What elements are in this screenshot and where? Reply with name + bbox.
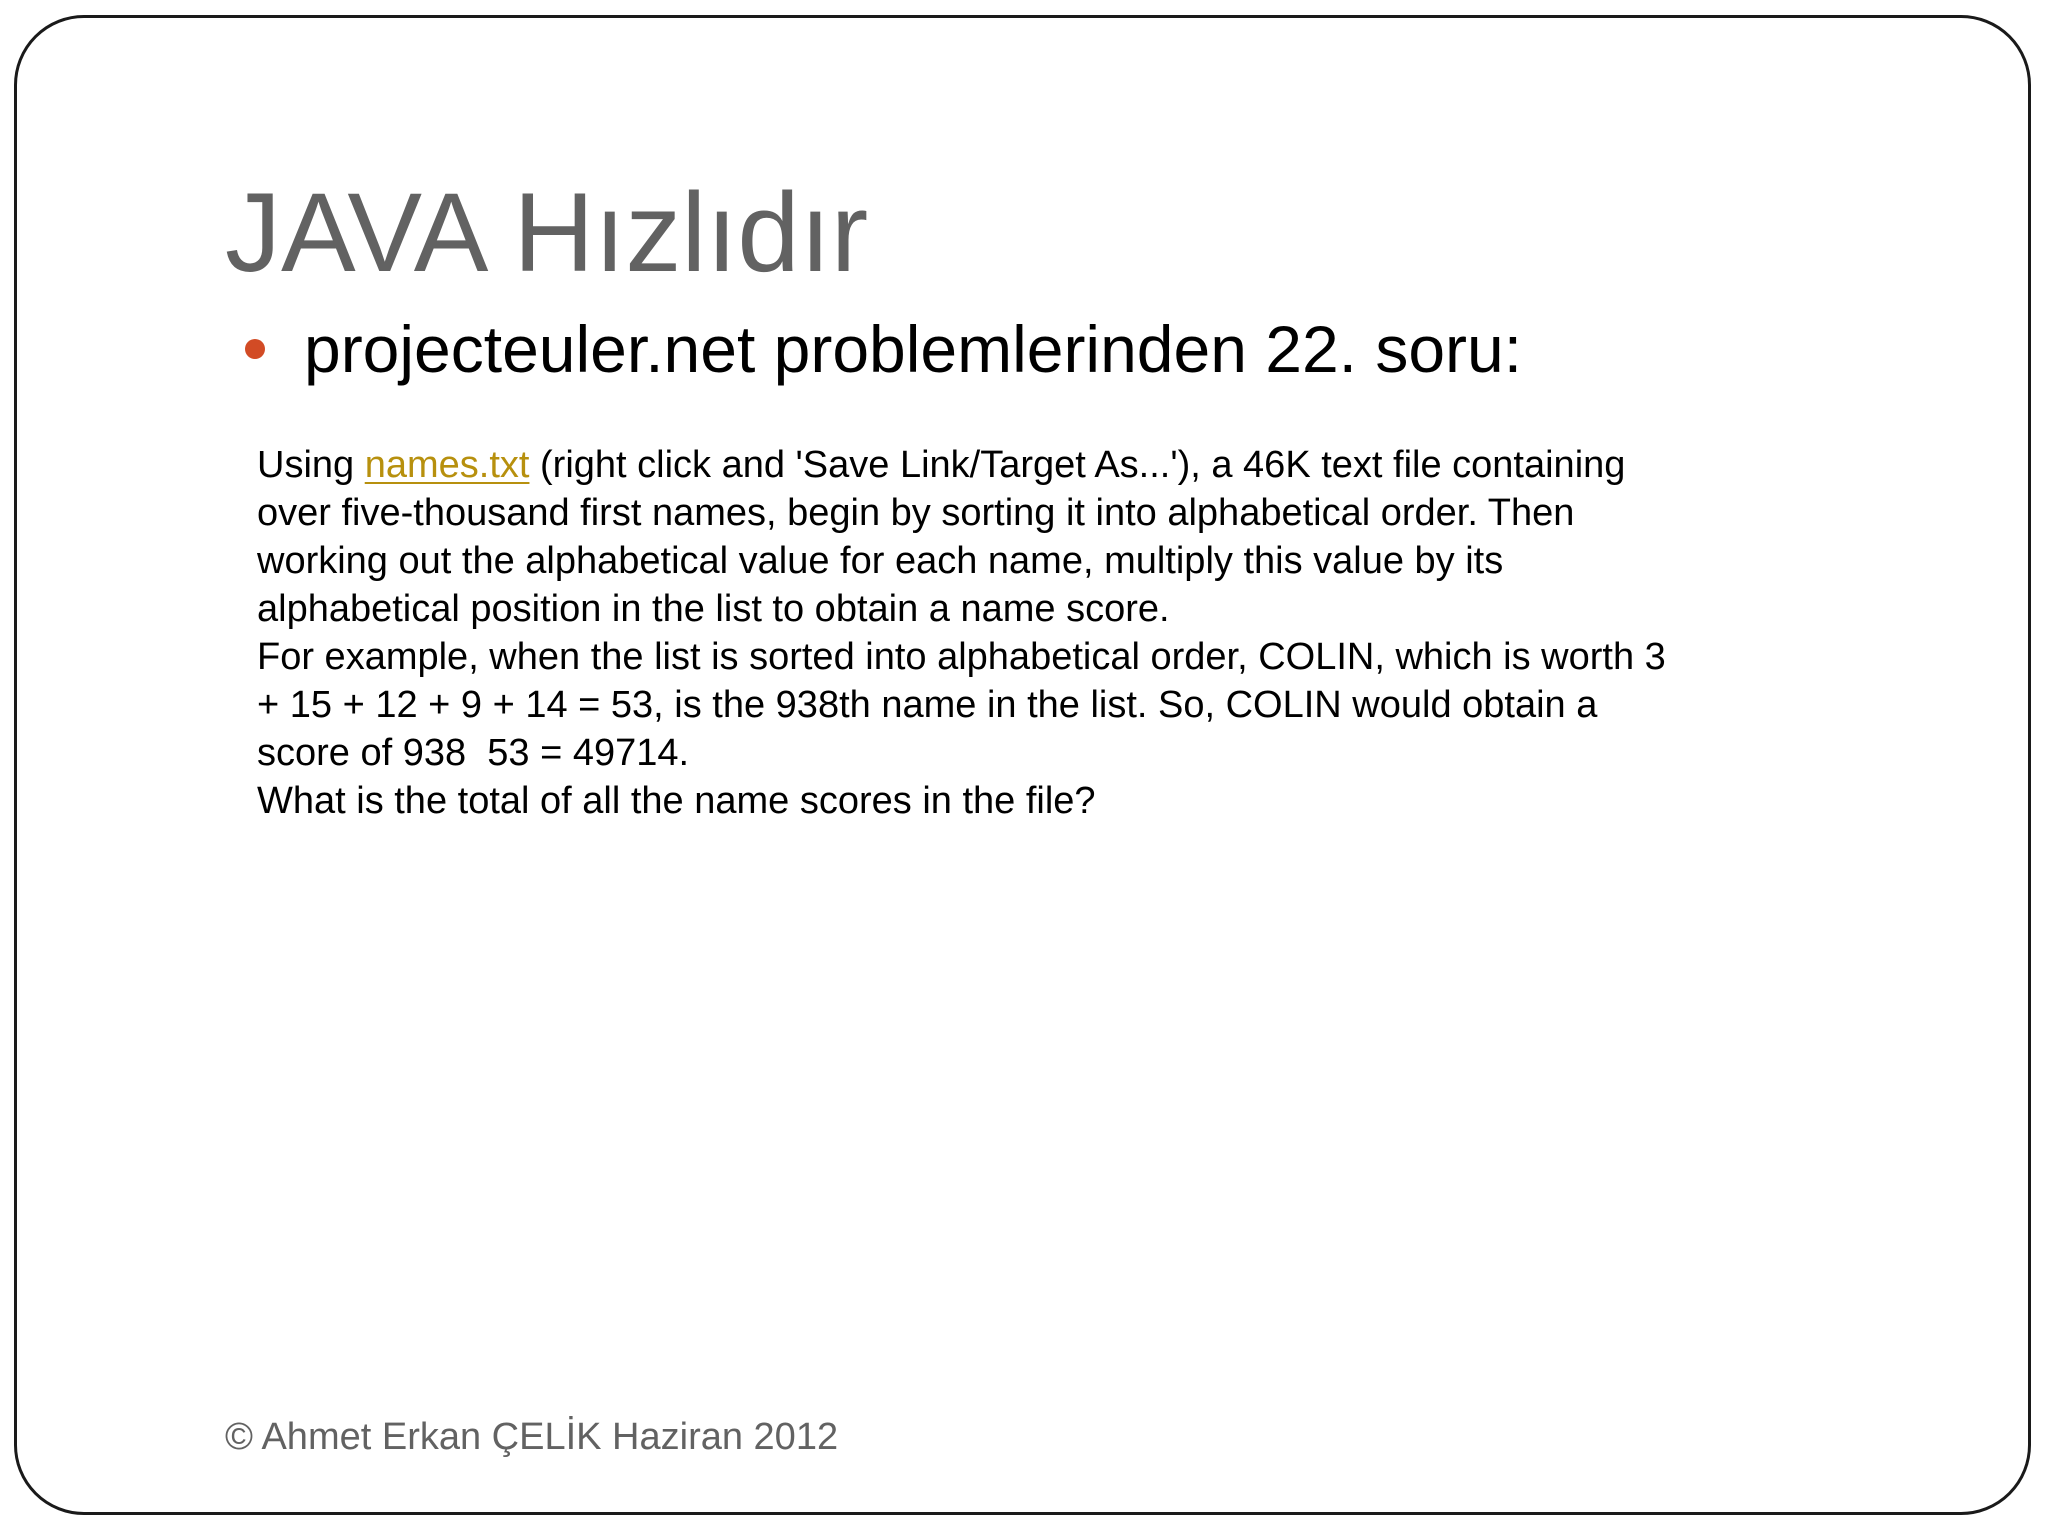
problem-line-1 bbox=[257, 441, 1797, 489]
bullet-item bbox=[245, 304, 1522, 394]
problem-line-1-start: Using bbox=[257, 444, 365, 486]
bullet-dot-icon bbox=[245, 339, 265, 359]
slide-title: JAVA Hızlıdır bbox=[225, 170, 869, 295]
problem-line-3: working out the alphabetical value for each name, multiply this value by its bbox=[257, 540, 1504, 582]
bullet-text: projecteuler.net problemlerinden 22. soru: bbox=[304, 312, 1523, 386]
problem-line-4: alphabetical position in the list to obtain a name score. bbox=[257, 588, 1170, 630]
footer-copyright: © Ahmet Erkan ÇELİK Haziran 2012 bbox=[225, 1416, 839, 1458]
problem-line-7: score of 938 53 = 49714. bbox=[257, 732, 690, 774]
problem-line-1-end: (right click and 'Save Link/Target As...'), a 46K text file containing bbox=[529, 444, 1626, 486]
problem-line-2: over five-thousand first names, begin by sorting it into alphabetical order. Then bbox=[257, 492, 1575, 534]
names-txt-link[interactable]: names.txt bbox=[364, 444, 530, 486]
problem-line-5: For example, when the list is sorted into alphabetical order, COLIN, which is worth 3 bbox=[257, 636, 1666, 678]
problem-statement bbox=[257, 441, 1797, 825]
problem-line-8: What is the total of all the name scores in the file? bbox=[257, 780, 1096, 822]
problem-line-6: + 15 + 12 + 9 + 14 = 53, is the 938th name in the list. So, COLIN would obtain a bbox=[257, 684, 1598, 726]
